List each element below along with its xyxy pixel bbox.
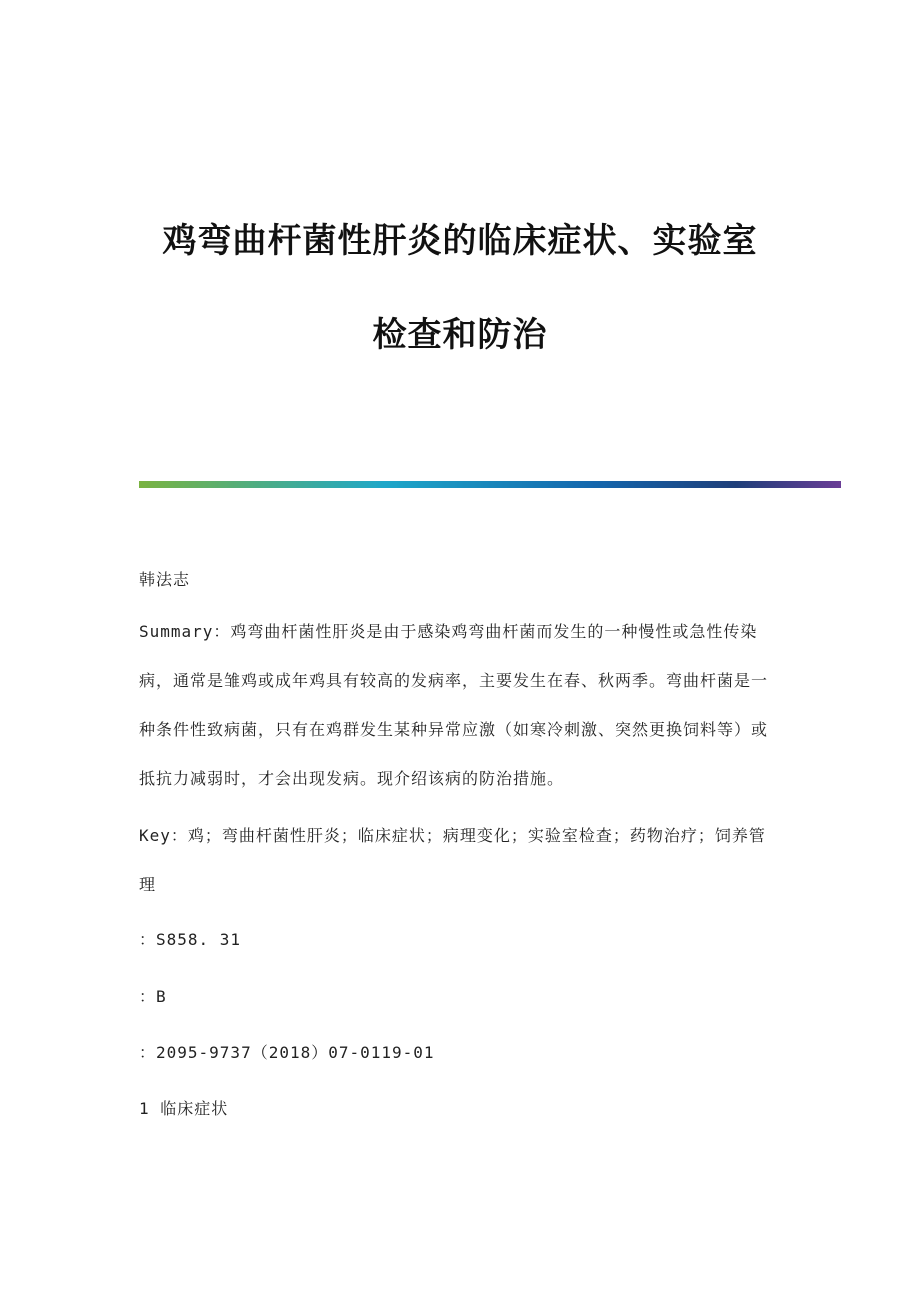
document-title-line-1: 鸡弯曲杆菌性肝炎的临床症状、实验室 xyxy=(162,221,758,261)
document-title-line-2: 检查和防治 xyxy=(372,315,548,355)
gradient-divider xyxy=(139,481,841,488)
document-code: ：B xyxy=(139,987,167,1006)
keywords-paragraph: Key：鸡；弯曲杆菌性肝炎；临床症状；病理变化；实验室检查；药物治疗；饲养管理 xyxy=(139,826,766,894)
section-heading-1: 1 临床症状 xyxy=(139,1099,229,1118)
author-name: 韩法志 xyxy=(139,570,191,589)
summary-paragraph: Summary：鸡弯曲杆菌性肝炎是由于感染鸡弯曲杆菌而发生的一种慢性或急性传染病，通常是雏鸡或成年鸡具有较高的发病率，主要发生在春、秋两季。弯曲杆菌是一种条件性致病菌，只有在鸡群发生某种异常应激（如寒冷刺激、突然更换饲料等）或抵抗力减弱时，才会出现发病。现介绍该病的防治措施。 xyxy=(139,622,769,788)
article-number: ：2095-9737（2018）07-0119-01 xyxy=(139,1043,435,1062)
classification-number: ：S858. 31 xyxy=(139,930,242,949)
